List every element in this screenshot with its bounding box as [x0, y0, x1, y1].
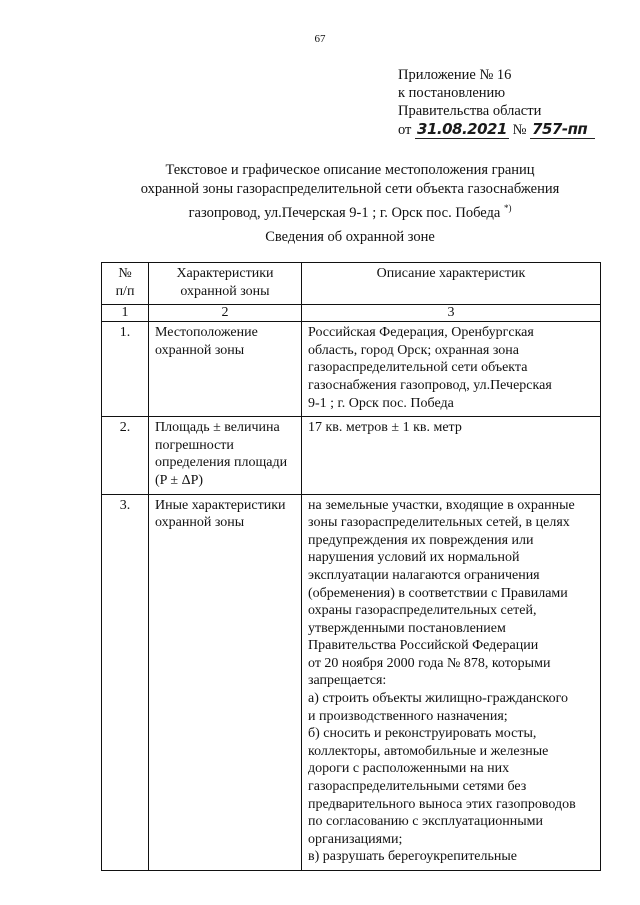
header-number: № п/п	[102, 263, 149, 305]
footnote-mark: *)	[503, 203, 512, 213]
zone-info-table	[101, 262, 601, 871]
appendix-line-3: Правительства области	[398, 103, 542, 119]
appendix-line-2: к постановлению	[398, 85, 506, 101]
row-number: 3.	[102, 494, 149, 870]
row-description: на земельные участки, входящие в охранные зоны газораспределительных сетей, в целях предупреждения их повреждения или нарушения условий их нормальной эксплуатации налагаются ограничения (обременения) в соответствии с Правилами охраны газораспределительных сетей, утвержденными постановлением Правительства Российской Федерации от 20 ноября 2000 года № 878, которыми запрещается: а) строить объекты жилищно-гражданского и производственного назначения; б) сносить и реконструировать мосты, коллекторы, автомобильные и железные дороги с расположенными на них газораспределительными сетями без предварительного выноса этих газопроводов по согласованию с эксплуатационными организациями; в) разрушать берегоукрепительные	[302, 494, 601, 870]
row-description: Российская Федерация, Оренбургская область, город Орск; охранная зона газораспределительной сети объекта газоснабжения газопровод, ул.Печерская 9-1 ; г. Орск пос. Победа	[302, 322, 601, 417]
column-number-row	[102, 305, 601, 322]
table-header-row	[102, 263, 601, 305]
row-number: 2.	[102, 417, 149, 494]
section-subtitle: Сведения об охранной зоне	[265, 229, 435, 245]
table-row	[102, 322, 601, 417]
column-number-2: 2	[149, 305, 302, 322]
row-characteristic: Площадь ± величина погрешности определения площади (P ± ΔP)	[149, 417, 302, 494]
handwritten-number: 757-пп	[530, 120, 595, 139]
page-number: 67	[314, 33, 326, 45]
table-row	[102, 417, 601, 494]
appendix-block	[398, 66, 595, 139]
appendix-title: Приложение № 16	[398, 67, 512, 83]
row-description: 17 кв. метров ± 1 кв. метр	[302, 417, 601, 494]
number-prefix: №	[512, 122, 527, 138]
title-line-3-text: газопровод, ул.Печерская 9-1 ; г. Орск пос. Победа	[188, 204, 501, 221]
row-number: 1.	[102, 322, 149, 417]
appendix-date-line	[398, 120, 595, 139]
header-characteristics: Характеристики охранной зоны	[149, 263, 302, 305]
title-line-2: охранной зоны газораспределительной сети объекта газоснабжения	[140, 181, 560, 197]
title-line-3	[0, 199, 640, 223]
header-description: Описание характеристик	[302, 263, 601, 305]
title-line-1: Текстовое и графическое описание местоположения границ	[165, 162, 535, 178]
date-prefix: от	[398, 122, 412, 138]
column-number-3: 3	[302, 305, 601, 322]
row-characteristic: Иные характеристики охранной зоны	[149, 494, 302, 870]
column-number-1: 1	[102, 305, 149, 322]
handwritten-date: 31.08.2021	[417, 120, 507, 138]
table-row	[102, 494, 601, 870]
document-title	[0, 161, 640, 223]
row-characteristic: Местоположение охранной зоны	[149, 322, 302, 417]
